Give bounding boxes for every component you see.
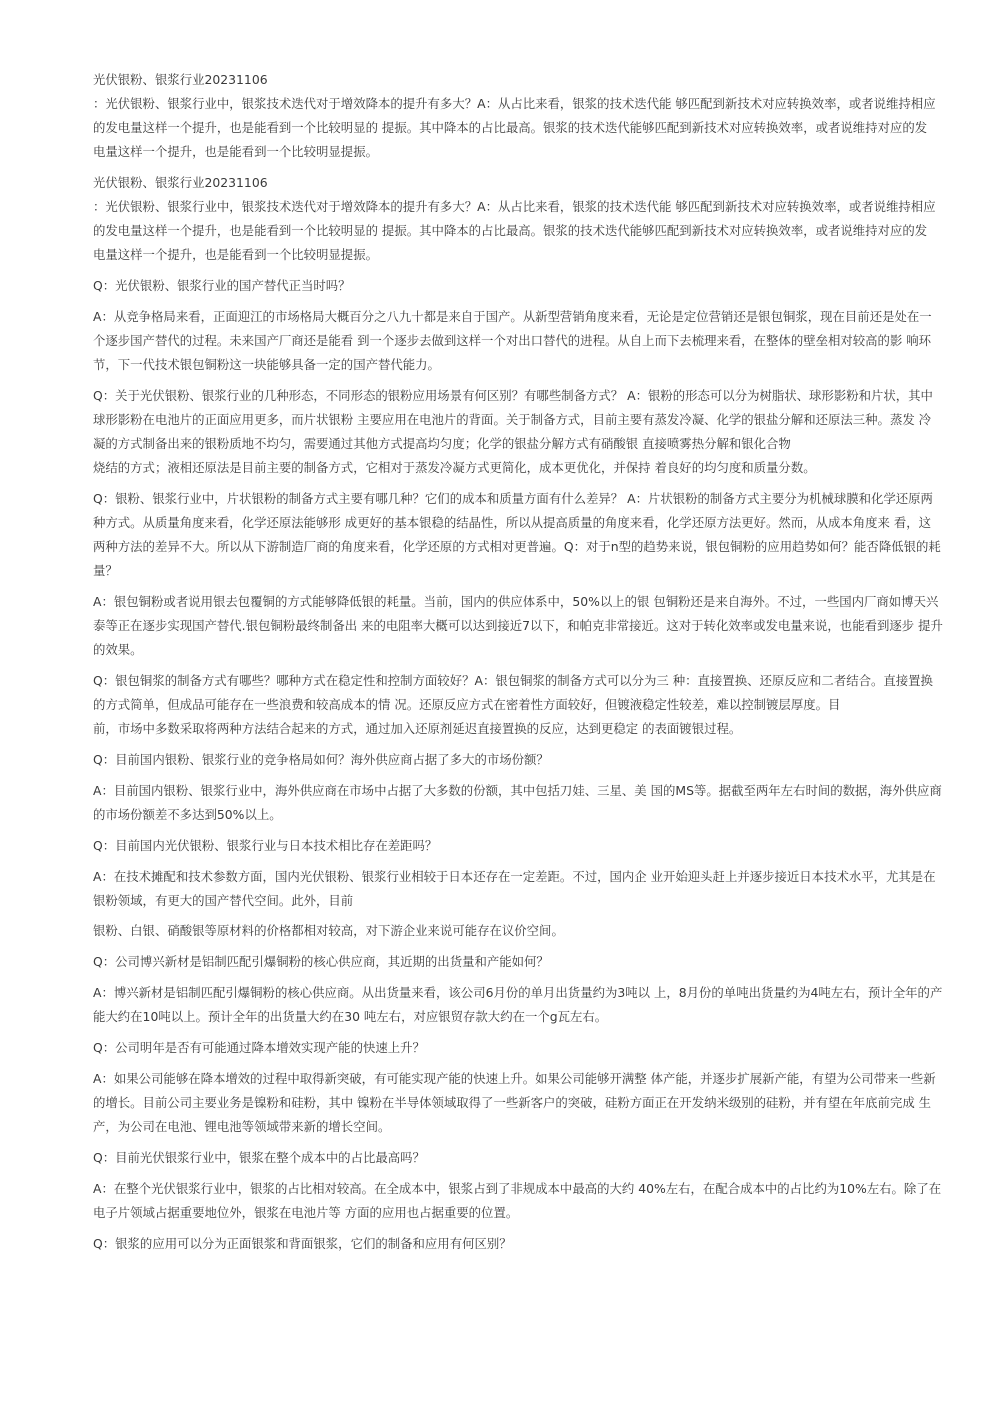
question-answer-5: Q：银包铜浆的制备方式有哪些？哪种方式在稳定性和控制方面较好？A：银包铜浆的制备方式可以分为三 种：直接置换、还原反应和二者结合。直接置换的方式简单，但成品可能存在一些浪费和较高成本的情 况。还原反应方式在密着性方面较好，但镀液稳定性较差，难以控制镀层厚度。目 前，市场中多数采取将两种方法结合起来的方式，通过加入还原剂延迟直接置换的反应，达到更稳定 的表面镀银过程。	[93, 673, 933, 736]
answer-9: A：如果公司能够在降本增效的过程中取得新突破，有可能实现产能的快速上升。如果公司能够开满整 体产能，并逐步扩展新产能，有望为公司带来一些新的增长。目前公司主要业务是镍粉和硅粉，其中 镍粉在半导体领域取得了一些新客户的突破，硅粉方面正在开发纳米级别的硅粉，并有望在年底前完成 生产，为公司在电池、锂电池等领域带来新的增长空间。	[93, 1071, 936, 1134]
answer-8: A：博兴新材是铝制匹配引爆铜粉的核心供应商。从出货量来看，该公司6月份的单月出货量约为3吨以 上，8月份的单吨出货量约为4吨左右，预计全年的产能大约在10吨以上。预计全年的出货量大约在30 吨左右，对应银贸存款大约在一个g瓦左右。	[93, 985, 943, 1024]
intro-body-2: ：光伏银粉、银浆行业中，银浆技术迭代对于增效降本的提升有多大？A：从占比来看，银浆的技术迭代能 够匹配到新技术对应转换效率，或者说维持相应的发电量这样一个提升，也是能看到一个比较明显的 提振。其中降本的占比最高。银浆的技术迭代能够匹配到新技术对应转换效率，或者说维持对应的发 电量这样一个提升，也是能看到一个比较明显提振。	[93, 199, 936, 262]
answer-1: A：从竞争格局来看，正面迎江的市场格局大概百分之八九十都是来自于国产。从新型营销角度来看，无论是定位营销还是银包铜浆，现在目前还是处在一个逐步国产替代的过程。未来国产厂商还是能看 到一个逐步去做到这样一个对出口替代的进程。从自上而下去梳理来看，在整体的壁垒相对较高的影 响环节，下一代技术银包铜粉这一块能够具备一定的国产替代能力。	[93, 309, 932, 372]
question-8: Q：公司博兴新材是铝制匹配引爆铜粉的核心供应商，其近期的出货量和产能如何？	[93, 954, 549, 969]
question-10: Q：目前光伏银浆行业中，银浆在整个成本中的占比最高吗？	[93, 1150, 425, 1165]
answer-10: A：在整个光伏银浆行业中，银浆的占比相对较高。在全成本中，银浆占到了非规成本中最高的大约 40%左右，在配合成本中的占比约为10%左右。除了在电子片领域占据重要地位外，银浆在电池片等 方面的应用也占据重要的位置。	[93, 1181, 942, 1220]
question-6: Q：目前国内银粉、银浆行业的竞争格局如何？海外供应商占据了多大的市场份额？	[93, 752, 549, 767]
paragraph-intro-2	[93, 171, 943, 267]
answer-4: A：银包铜粉或者说用银去包覆铜的方式能够降低银的耗量。当前，国内的供应体系中，50%以上的银 包铜粉还是来自海外。不过，一些国内厂商如博天兴泰等正在逐步实现国产替代.银包铜粉最终制备出 来的电阻率大概可以达到接近7以下，和帕克非常接近。这对于转化效率或发电量来说，也能看到逐步 提升的效果。	[93, 594, 943, 657]
question-9: Q：公司明年是否有可能通过降本增效实现产能的快速上升？	[93, 1040, 425, 1055]
question-1: Q：光伏银粉、银浆行业的国产替代正当时吗？	[93, 278, 351, 293]
intro-body-1: ：光伏银粉、银浆行业中，银浆技术迭代对于增效降本的提升有多大？A：从占比来看，银浆的技术迭代能 够匹配到新技术对应转换效率，或者说维持相应的发电量这样一个提升，也是能看到一个比较明显的 提振。其中降本的占比最高。银浆的技术迭代能够匹配到新技术对应转换效率，或者说维持对应的发 电量这样一个提升，也是能看到一个比较明显提振。	[93, 96, 936, 159]
question-answer-2: Q：关于光伏银粉、银浆行业的几种形态，不同形态的银粉应用场景有何区别？有哪些制备方式？ A：银粉的形态可以分为树脂状、球形影粉和片状，其中球形影粉在电池片的正面应用更多，而片状银粉 主要应用在电池片的背面。关于制备方式，目前主要有蒸发冷凝、化学的银盐分解和还原法三种。蒸发 冷凝的方式制备出来的银粉质地不均匀，需要通过其他方式提高均匀度；化学的银盐分解方式有硝酸银 直接喷雾热分解和银化合物 烧结的方式；液相还原法是目前主要的制备方式，它相对于蒸发冷凝方式更简化，成本更优化，并保持 着良好的均匀度和质量分数。	[93, 388, 933, 475]
answer-6: A：目前国内银粉、银浆行业中，海外供应商在市场中占据了大多数的份额，其中包括刀娃、三星、美 国的MS等。据截至两年左右时间的数据，海外供应商的市场份额差不多达到50%以上。	[93, 783, 942, 822]
answer-7-continued: 银粉、白银、硝酸银等原材料的价格都相对较高，对下游企业来说可能存在议价空间。	[93, 923, 564, 938]
intro-title-2: 光伏银粉、银浆行业20231106	[93, 175, 268, 190]
question-11: Q：银浆的应用可以分为正面银浆和背面银浆，它们的制备和应用有何区别？	[93, 1236, 512, 1251]
document-body	[93, 68, 943, 1263]
question-7: Q：目前国内光伏银粉、银浆行业与日本技术相比存在差距吗？	[93, 838, 438, 853]
intro-title-1: 光伏银粉、银浆行业20231106	[93, 72, 268, 87]
answer-7: A：在技术摊配和技术参数方面，国内光伏银粉、银浆行业相较于日本还存在一定差距。不过，国内企 业开始迎头赶上并逐步接近日本技术水平，尤其是在银粉领域，有更大的国产替代空间。此外，目前	[93, 869, 936, 908]
question-answer-3: Q：银粉、银浆行业中，片状银粉的制备方式主要有哪几种？它们的成本和质量方面有什么差异？ A：片状银粉的制备方式主要分为机械球膜和化学还原两种方式。从质量角度来看，化学还原法能够形 成更好的基本银稳的结晶性，所以从提高质量的角度来看，化学还原方法更好。然而，从成本角度来 看，这两种方法的差异不大。所以从下游制造厂商的角度来看，化学还原的方式相对更普遍。Q：对于n型的趋势来说，银包铜粉的应用趋势如何？能否降低银的耗量？	[93, 491, 941, 578]
paragraph-intro-1	[93, 68, 943, 164]
